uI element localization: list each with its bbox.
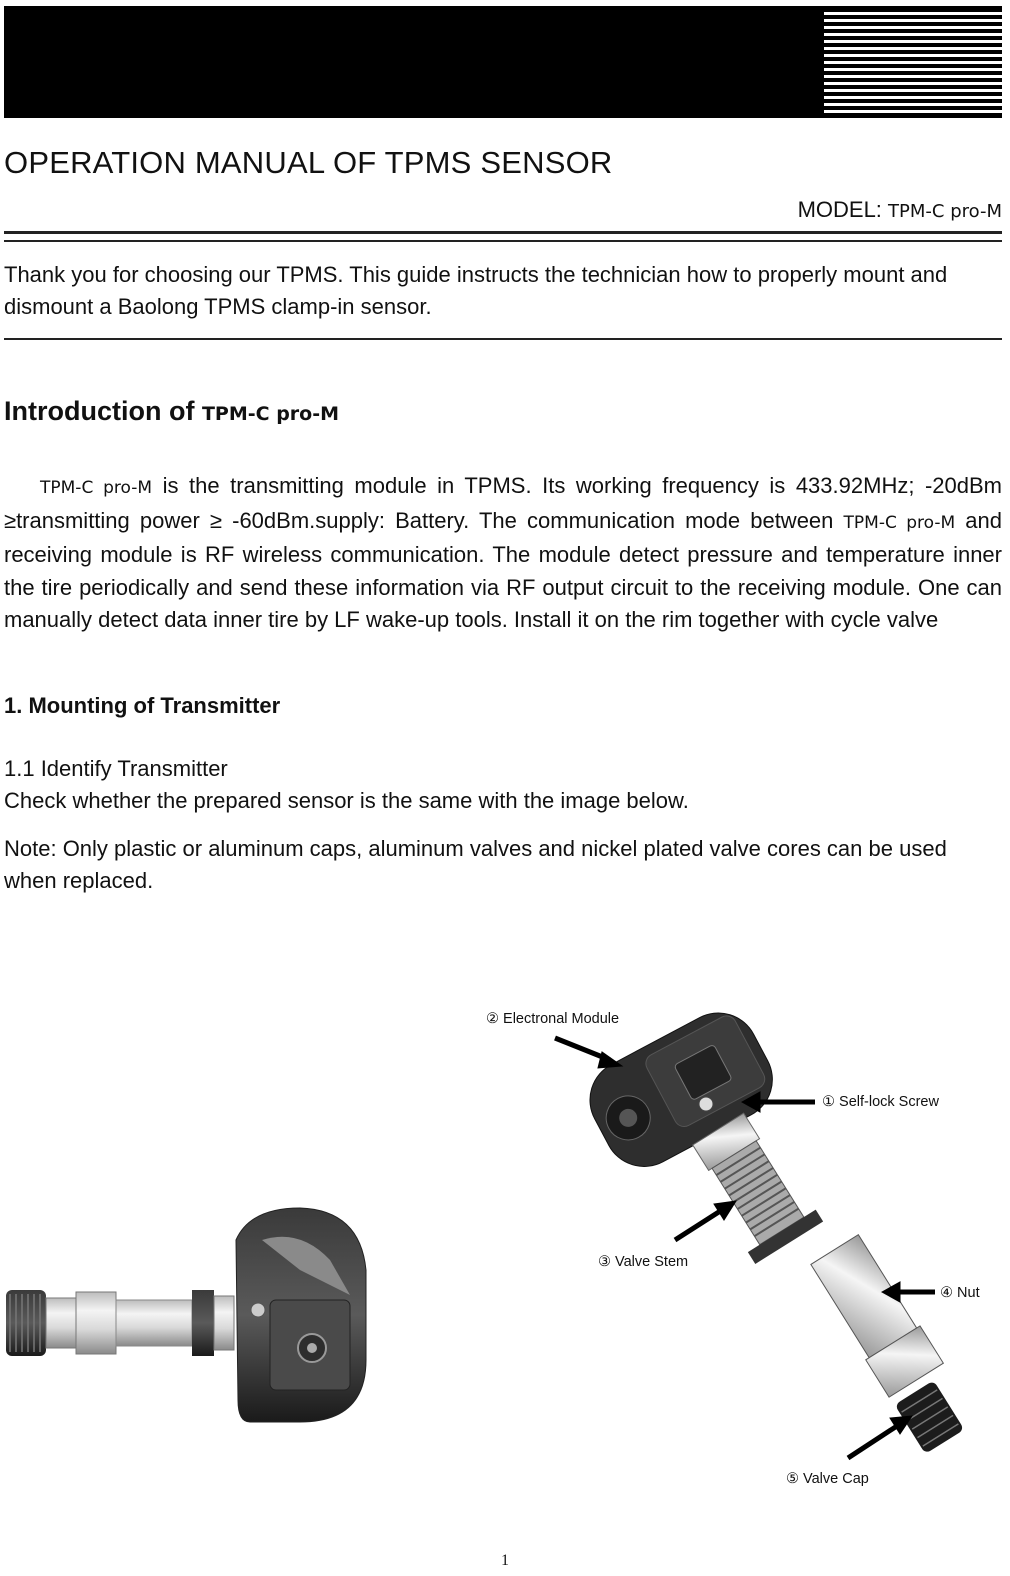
introduction-heading [4, 396, 339, 427]
para-model-1: TPM-C pro-M [40, 478, 153, 498]
sensor-side-view-image [0, 1200, 380, 1430]
model-line [798, 197, 1002, 223]
header-rule-bottom [4, 240, 1002, 242]
header-rule-top [4, 231, 1002, 234]
para-part-1: is the transmitting module in TPMS. Its working frequency is 433.92MHz; -20dBm ≥transmitting power ≥ -60dBm.supply: Battery. The communication mode between [4, 473, 1003, 533]
intro-rule [4, 338, 1002, 340]
introduction-paragraph [4, 470, 1002, 637]
document-title: OPERATION MANUAL OF TPMS SENSOR [4, 145, 613, 180]
model-label: MODEL: [797, 197, 889, 222]
introduction-heading-prefix: Introduction of [4, 396, 202, 426]
para-model-2: TPM-C pro-M [843, 512, 956, 533]
callout-valve-cap: ⑤ Valve Cap [786, 1471, 869, 1487]
callout-electronal-module: ② Electronal Module [486, 1011, 620, 1027]
note-text: Note: Only plastic or aluminum caps, aluminum valves and nickel plated valve cores can be used when replaced. [4, 836, 947, 893]
header-banner [4, 6, 1002, 118]
sensor-exploded-view-image [470, 1000, 1010, 1500]
check-text: Check whether the prepared sensor is the same with the image below. [4, 788, 689, 813]
introduction-heading-model: TPM-C pro-M [201, 403, 340, 425]
identify-subheading: 1.1 Identify Transmitter [4, 756, 228, 781]
model-value: TPM-C pro-M [888, 201, 1002, 222]
mounting-heading: 1. Mounting of Transmitter [4, 693, 281, 718]
identify-block [4, 753, 689, 817]
intro-paragraph: Thank you for choosing our TPMS. This guide instructs the technician how to properly mount and dismount a Baolong TPMS clamp-in sensor. [4, 262, 948, 319]
para-part-2: and receiving module is RF wireless communication. The module detect pressure and temperature inner the tire periodically and send these information via RF output circuit to the receiving module. One can manually detect data inner tire by LF wake-up tools. Install it on the rim together with cycle valve [4, 507, 1002, 633]
callout-nut: ④ Nut [940, 1285, 980, 1301]
page-number: 1 [501, 1552, 509, 1569]
callout-self-lock-screw: ① Self-lock Screw [822, 1094, 939, 1110]
banner-stripes-logo [824, 12, 1002, 116]
callout-valve-stem: ③ Valve Stem [598, 1254, 689, 1270]
